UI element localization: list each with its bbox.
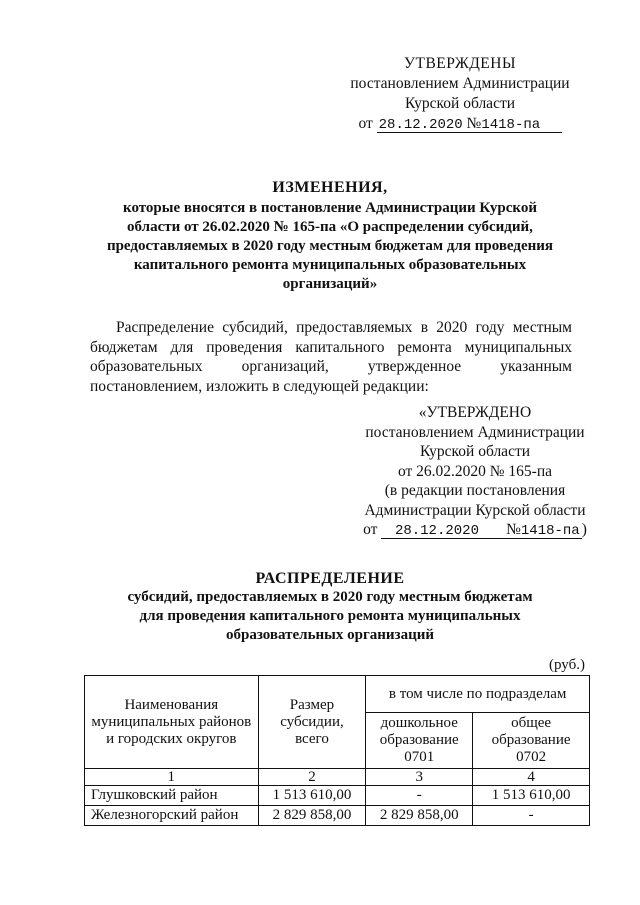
- approval-date-line: [330, 114, 590, 135]
- changes-line-2: области от 26.02.2020 № 165-па «О распределении субсидий,: [127, 219, 533, 235]
- col-number: 3: [366, 769, 473, 786]
- approval2-line-2: Курской области: [419, 443, 531, 460]
- col-number: 2: [258, 769, 366, 786]
- table-row: [85, 806, 590, 826]
- row-preschool: 2 829 858,00: [366, 806, 473, 826]
- approval-line-2: Курской области: [404, 95, 516, 112]
- approval2-line-1: постановлением Администрации: [365, 423, 585, 441]
- distribution-line-1: субсидий, предоставляемых в 2020 году местным бюджетам: [127, 589, 533, 605]
- header-name: Наименования муниципальных районов и городских округов: [85, 676, 259, 769]
- body-paragraph: Распределение субсидий, предоставляемых в 2020 году местным бюджетам для проведения капитального ремонта муниципальных образовательных организаций, утвержденное указанным постановлением, изложить в следующей редакции:: [90, 319, 572, 395]
- approval-line-1: постановлением Администрации: [350, 75, 570, 92]
- column-number-row: [85, 769, 590, 786]
- approval2-heading: «УТВЕРЖДЕНО: [418, 404, 532, 421]
- col-number: 4: [473, 769, 590, 786]
- row-total: 2 829 858,00: [258, 806, 366, 826]
- row-name: Глушковский район: [85, 786, 259, 806]
- approval-heading: УТВЕРЖДЕНЫ: [404, 55, 516, 72]
- table-row: [85, 786, 590, 806]
- approval2-line-3: от 26.02.2020 № 165-па: [397, 462, 553, 480]
- unit-label: (руб.): [549, 657, 585, 673]
- changes-title: ИЗМЕНЕНИЯ,: [272, 179, 388, 196]
- approval2-date-line: [350, 520, 600, 542]
- approval2-number-prefix: №: [506, 521, 521, 538]
- header-general: общее образование 0702: [473, 713, 590, 769]
- changes-line-4: капитального ремонта муниципальных образовательных: [133, 257, 527, 273]
- approval-date-field: [377, 115, 562, 133]
- approval2-number: 1418-па: [520, 523, 580, 539]
- distribution-line-2: для проведения капитального ремонта муниципальных: [139, 608, 521, 624]
- approval2-date: 28.12.2020: [394, 523, 479, 539]
- header-group: в том числе по подразделам: [366, 676, 590, 713]
- row-general: -: [473, 806, 590, 826]
- approval2-line-4: (в редакции постановления: [384, 482, 566, 499]
- approval-number-prefix: №: [466, 115, 482, 132]
- table-header-row: [85, 676, 590, 713]
- approval-number: 1418-па: [481, 117, 541, 133]
- subsidy-table: [84, 675, 590, 826]
- approval2-line-5: Администрации Курской области: [364, 501, 586, 519]
- approval-date-prefix: от: [358, 115, 373, 132]
- changes-line-5: организаций»: [282, 276, 378, 292]
- approval2-close: ): [581, 521, 587, 538]
- row-general: 1 513 610,00: [473, 786, 590, 806]
- header-total: Размер субсидии, всего: [258, 676, 366, 769]
- changes-line-1: которые вносятся в постановление Администрации Курской: [123, 200, 537, 216]
- approval2-date-prefix: от: [363, 521, 378, 538]
- col-number: 1: [85, 769, 259, 786]
- approval-block: [330, 54, 590, 135]
- approval2-block: [350, 403, 600, 542]
- row-preschool: -: [366, 786, 473, 806]
- approval2-date-field: [381, 521, 581, 539]
- row-name: Железногорский район: [85, 806, 259, 826]
- distribution-heading: [80, 569, 580, 645]
- changes-heading: [80, 178, 580, 294]
- row-total: 1 513 610,00: [258, 786, 366, 806]
- header-preschool: дошкольное образование 0701: [366, 713, 473, 769]
- distribution-line-3: образовательных организаций: [226, 627, 434, 643]
- approval-date: 28.12.2020: [378, 117, 463, 133]
- distribution-title: РАСПРЕДЕЛЕНИЕ: [255, 570, 405, 587]
- changes-line-3: предоставляемых в 2020 году местным бюджетам для проведения: [106, 238, 554, 254]
